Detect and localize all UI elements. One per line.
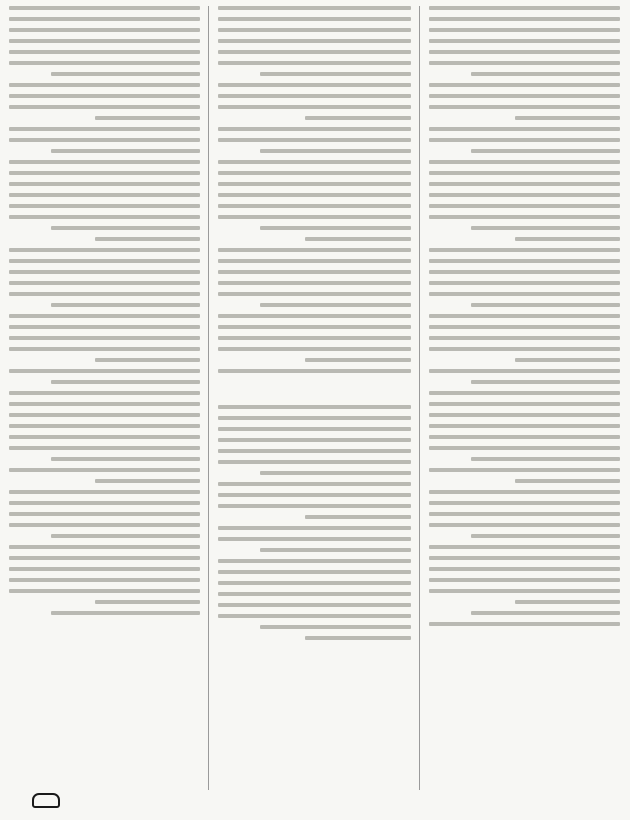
text-line (260, 548, 411, 552)
text-line (218, 61, 411, 65)
text-line (429, 347, 620, 351)
text-line (9, 567, 200, 571)
text-line (9, 171, 200, 175)
text-line (429, 270, 620, 274)
text-line (429, 556, 620, 560)
text-line (218, 28, 411, 32)
text-line (9, 215, 200, 219)
text-line (429, 105, 620, 109)
text-line (218, 171, 411, 175)
text-line (9, 94, 200, 98)
text-line (515, 116, 620, 120)
column-middle (218, 6, 411, 790)
text-line (95, 479, 200, 483)
text-line (471, 226, 620, 230)
text-line (218, 270, 411, 274)
text-line (218, 493, 411, 497)
text-line (471, 611, 620, 615)
text-line (429, 83, 620, 87)
text-line (218, 526, 411, 530)
text-line (9, 556, 200, 560)
text-line (218, 50, 411, 54)
text-line (9, 402, 200, 406)
text-line (9, 61, 200, 65)
text-line (471, 534, 620, 538)
text-line (218, 160, 411, 164)
column-text-lines (9, 6, 200, 615)
text-line (218, 427, 411, 431)
text-line (218, 603, 411, 607)
text-line (218, 460, 411, 464)
text-line (429, 204, 620, 208)
text-line (260, 625, 411, 629)
text-line (429, 182, 620, 186)
text-line (218, 6, 411, 10)
text-line (429, 468, 620, 472)
text-line (9, 578, 200, 582)
text-line (260, 471, 411, 475)
text-line (51, 534, 200, 538)
text-line (9, 259, 200, 263)
text-line (429, 512, 620, 516)
text-line (218, 405, 411, 409)
text-line (429, 61, 620, 65)
text-line (218, 39, 411, 43)
text-line (9, 523, 200, 527)
text-line (9, 248, 200, 252)
text-line (9, 28, 200, 32)
text-line (9, 501, 200, 505)
text-line (429, 501, 620, 505)
text-line (429, 391, 620, 395)
text-line (9, 435, 200, 439)
text-line (9, 204, 200, 208)
text-line (9, 270, 200, 274)
text-line (218, 314, 411, 318)
text-line (429, 171, 620, 175)
text-line (429, 281, 620, 285)
text-line (429, 215, 620, 219)
text-line (9, 446, 200, 450)
text-line (9, 160, 200, 164)
text-line (51, 226, 200, 230)
text-line (9, 39, 200, 43)
text-line (218, 369, 411, 373)
text-line (429, 193, 620, 197)
column-text-lines-top (218, 6, 411, 373)
column-text-lines (429, 6, 620, 626)
text-line (260, 303, 411, 307)
text-line (429, 259, 620, 263)
text-line (429, 50, 620, 54)
text-line (218, 259, 411, 263)
text-line (218, 193, 411, 197)
text-line (218, 438, 411, 442)
text-line (9, 127, 200, 131)
text-line (218, 281, 411, 285)
text-line (429, 490, 620, 494)
text-line (9, 413, 200, 417)
text-line (218, 416, 411, 420)
text-line (218, 204, 411, 208)
text-line (471, 149, 620, 153)
text-line (218, 325, 411, 329)
text-line (429, 94, 620, 98)
text-line (218, 182, 411, 186)
text-line (429, 578, 620, 582)
text-line (429, 127, 620, 131)
section-subheading (218, 380, 411, 400)
magazine-logo-icon (32, 793, 60, 808)
text-line (429, 402, 620, 406)
text-line (218, 83, 411, 87)
text-line (9, 589, 200, 593)
text-line (9, 314, 200, 318)
text-line (429, 325, 620, 329)
text-line (305, 358, 411, 362)
text-line (429, 424, 620, 428)
text-line (95, 600, 200, 604)
text-line (218, 614, 411, 618)
text-line (9, 545, 200, 549)
text-line (429, 138, 620, 142)
text-line (9, 391, 200, 395)
text-line (9, 17, 200, 21)
text-line (9, 369, 200, 373)
text-line (260, 226, 411, 230)
text-line (218, 449, 411, 453)
text-line (51, 457, 200, 461)
text-line (305, 515, 411, 519)
text-line (429, 28, 620, 32)
text-line (9, 182, 200, 186)
text-line (51, 303, 200, 307)
text-line (471, 303, 620, 307)
text-line (515, 600, 620, 604)
text-line (9, 325, 200, 329)
text-line (9, 292, 200, 296)
column-left (9, 6, 200, 790)
text-line (9, 83, 200, 87)
text-line (218, 215, 411, 219)
text-line (515, 358, 620, 362)
text-line (9, 138, 200, 142)
text-line (218, 347, 411, 351)
text-line (218, 570, 411, 574)
text-line (429, 589, 620, 593)
text-line (9, 193, 200, 197)
text-line (429, 545, 620, 549)
column-divider (419, 6, 420, 790)
text-line (218, 292, 411, 296)
text-line (51, 611, 200, 615)
text-line (218, 105, 411, 109)
text-line (471, 380, 620, 384)
text-line (95, 116, 200, 120)
page-footer (6, 791, 86, 817)
text-line (51, 72, 200, 76)
text-line (9, 347, 200, 351)
text-line (95, 237, 200, 241)
text-line (9, 281, 200, 285)
text-line (429, 435, 620, 439)
text-line (471, 457, 620, 461)
text-line (515, 237, 620, 241)
text-line (218, 537, 411, 541)
text-line (429, 160, 620, 164)
text-line (9, 424, 200, 428)
text-line (218, 138, 411, 142)
text-line (429, 523, 620, 527)
text-line (305, 237, 411, 241)
text-line (305, 636, 411, 640)
text-line (218, 504, 411, 508)
text-line (260, 72, 411, 76)
text-line (218, 581, 411, 585)
text-line (51, 380, 200, 384)
text-line (429, 369, 620, 373)
text-line (9, 336, 200, 340)
text-line (429, 6, 620, 10)
text-line (9, 105, 200, 109)
text-line (471, 72, 620, 76)
text-line (9, 468, 200, 472)
text-line (218, 592, 411, 596)
text-line (429, 622, 620, 626)
text-line (218, 336, 411, 340)
text-line (9, 490, 200, 494)
text-line (429, 39, 620, 43)
text-line (429, 567, 620, 571)
text-line (218, 127, 411, 131)
text-line (9, 512, 200, 516)
text-line (9, 50, 200, 54)
text-line (218, 94, 411, 98)
text-line (429, 248, 620, 252)
text-line (260, 149, 411, 153)
text-line (218, 17, 411, 21)
text-line (218, 482, 411, 486)
text-line (429, 314, 620, 318)
text-line (429, 17, 620, 21)
text-line (429, 413, 620, 417)
text-line (305, 116, 411, 120)
column-divider (208, 6, 209, 790)
text-line (51, 149, 200, 153)
text-line (95, 358, 200, 362)
text-line (9, 6, 200, 10)
column-text-lines-bottom (218, 405, 411, 640)
text-line (218, 559, 411, 563)
text-line (429, 446, 620, 450)
text-line (515, 479, 620, 483)
text-line (218, 248, 411, 252)
column-right (429, 6, 620, 790)
text-line (429, 292, 620, 296)
text-line (429, 336, 620, 340)
